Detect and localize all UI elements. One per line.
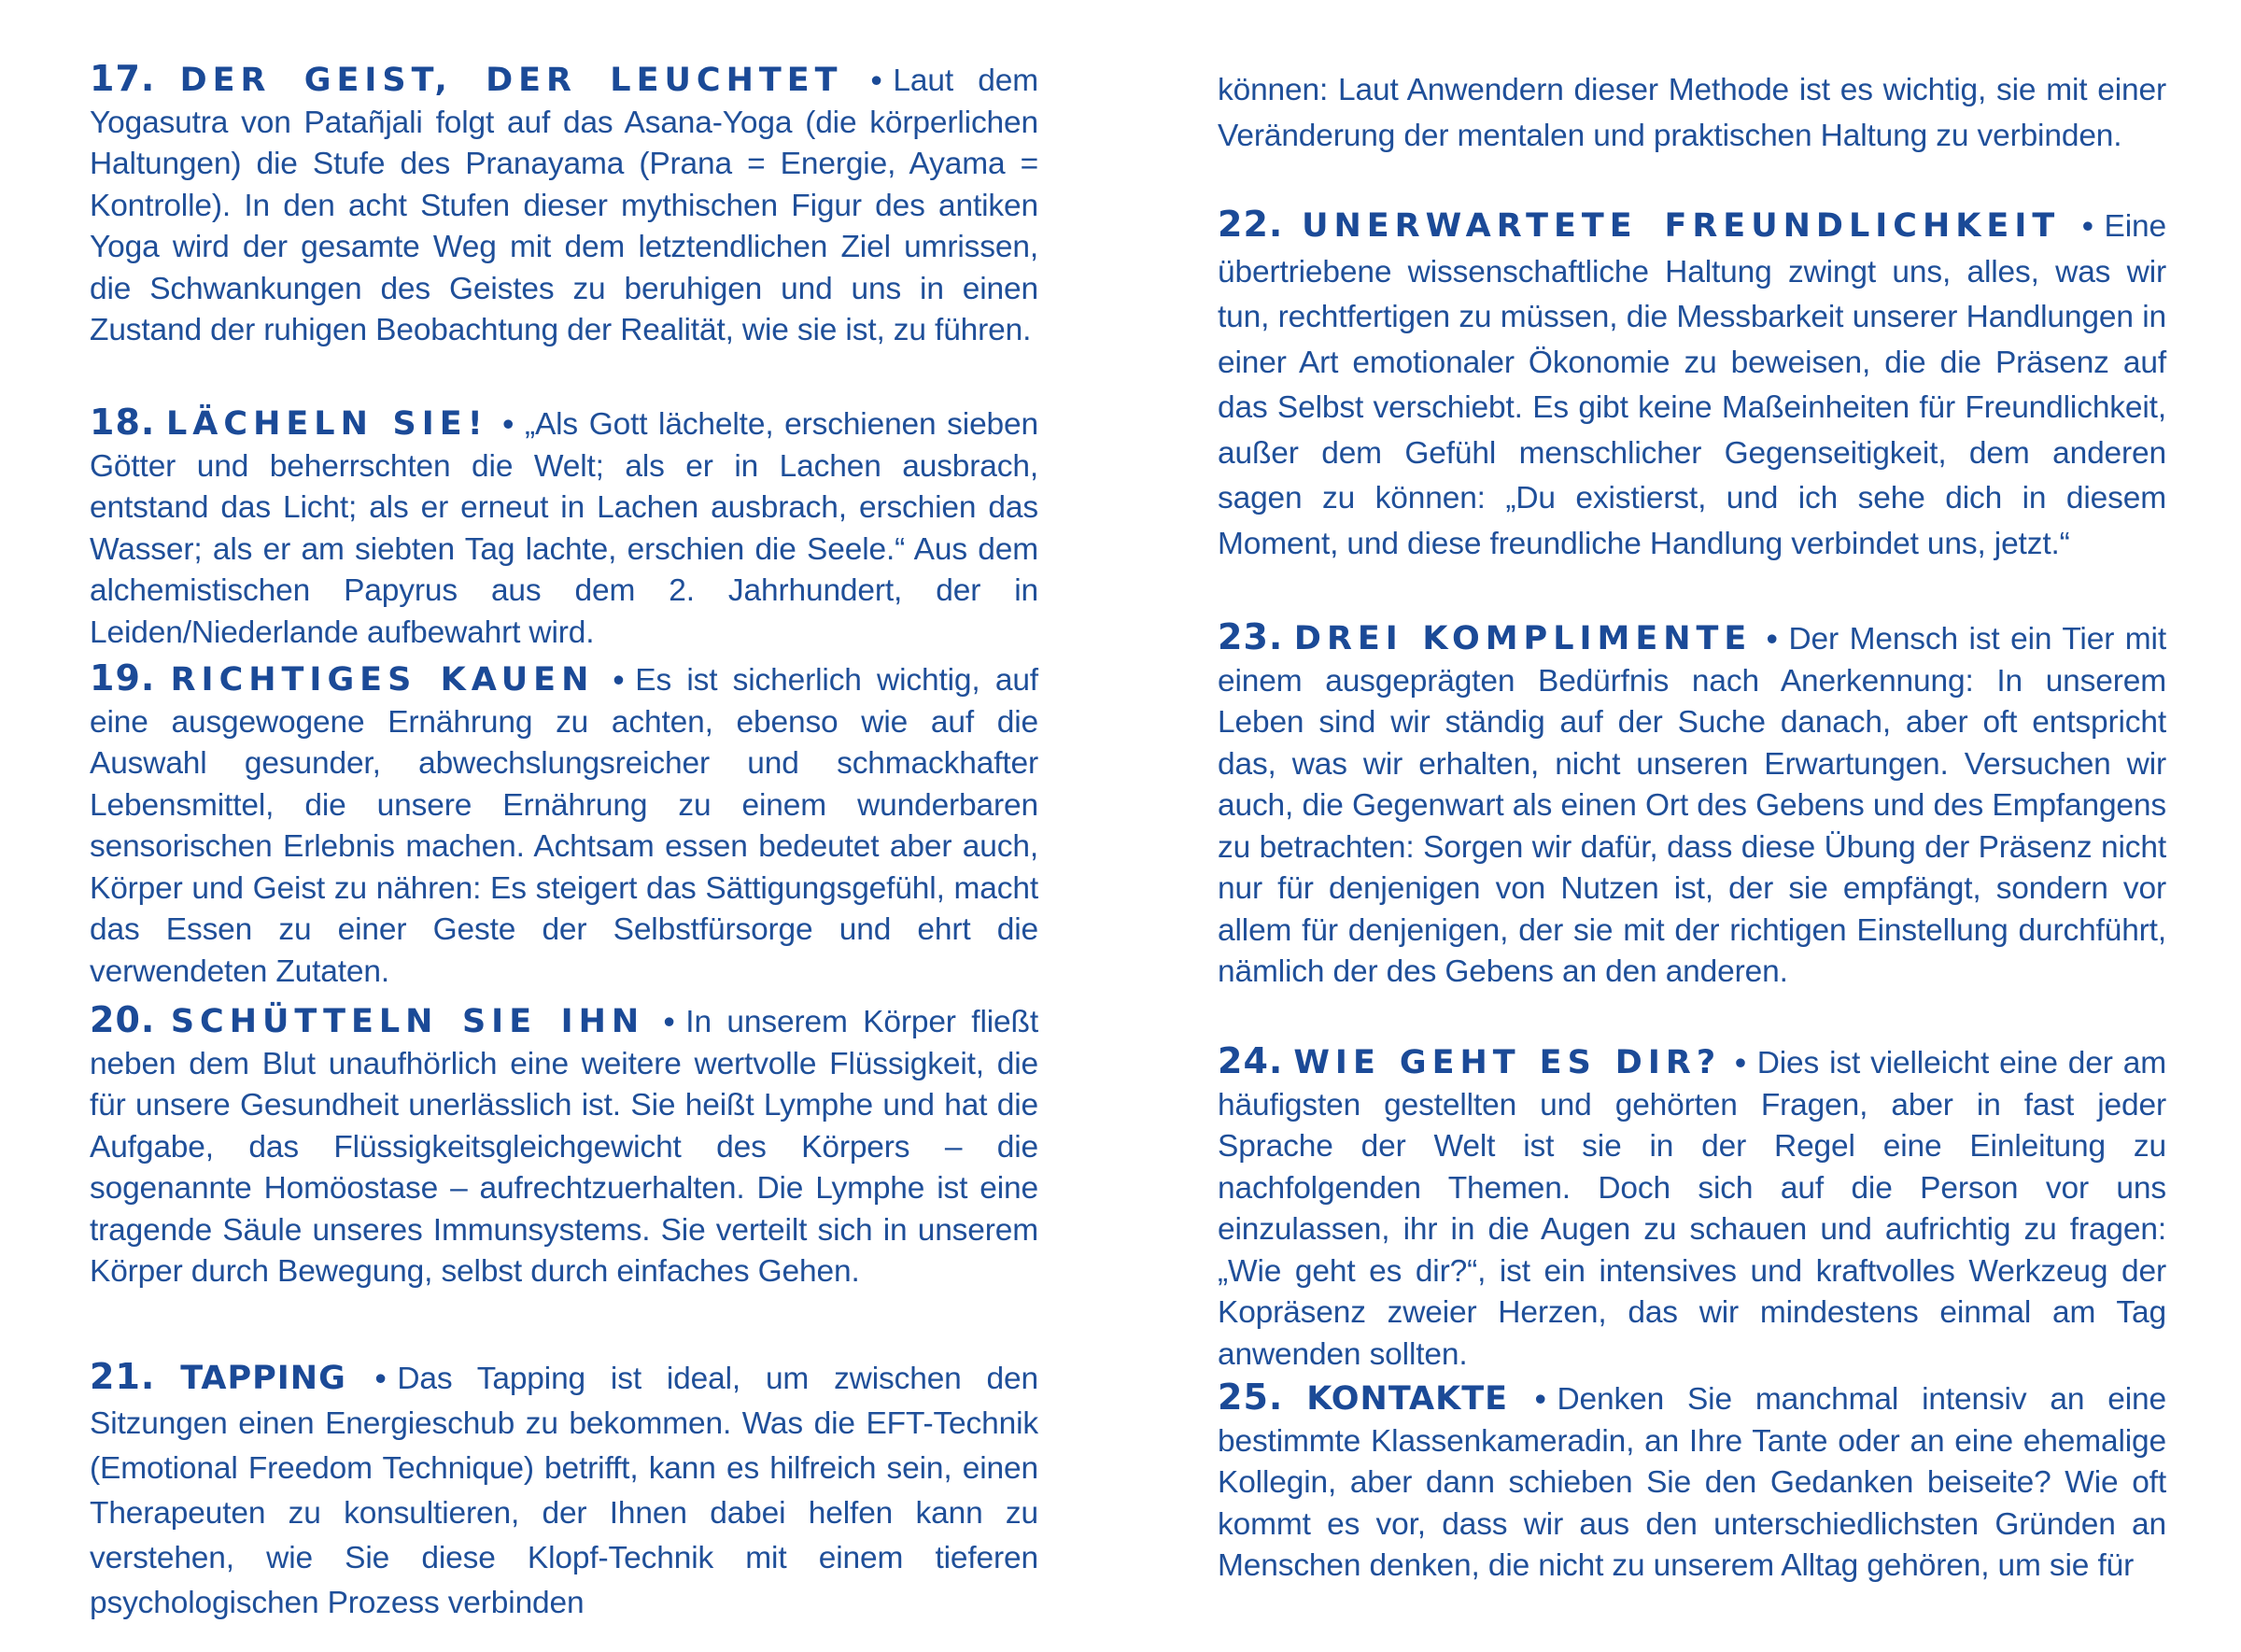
entry-body: können: Laut Anwendern dieser Methode ist es wichtig, sie mit einer Veränderung der mentalen und praktischen Haltung zu verbinden.	[1218, 73, 2166, 153]
bullet-separator: •	[1766, 622, 1778, 657]
entry-24	[1218, 1040, 2166, 1376]
bullet-separator: •	[1534, 1382, 1546, 1417]
bullet-separator: •	[663, 1005, 675, 1039]
entry-body: Es ist sicherlich wichtig, auf eine ausgewogene Ernährung zu achten, ebenso wie auf die Auswahl gesunder, abwechslungsreicher und schmackhafter Lebensmittel, die unsere Ernährung zu einem wunderbaren sensorischen Erlebnis machen. Achtsam essen bedeutet aber auch, Körper und Geist zu nähren: Es steigert das Sättigungsgefühl, macht das Essen zu einer Geste der Selbstfürsorge und ehrt die verwendeten Zutaten.	[90, 663, 1038, 989]
entry-number: 22.	[1218, 204, 1284, 245]
entry-21-continued	[1218, 67, 2166, 159]
entry-body: Der Mensch ist ein Tier mit einem ausgeprägten Bedürfnis nach Anerkennung: In unserem Leben sind wir ständig auf der Suche danach, aber oft entspricht das, was wir erhalten, nicht unseren Erwartungen. Versuchen wir auch, die Gegenwart als einen Ort des Gebens und des Empfangens zu betrachten: Sorgen wir dafür, dass diese Übung der Präsenz nicht nur für denjenigen von Nutzen ist, der sie empfängt, sondern vor allem für denjenigen, der sie mit der richtigen Einstellung durchführt, nämlich der des Gebens an den anderen.	[1218, 622, 2166, 989]
bullet-separator: •	[2081, 209, 2093, 244]
bullet-separator: •	[870, 64, 882, 98]
entry-body: Eine übertriebene wissenschaftliche Haltung zwingt uns, alles, was wir tun, rechtfertigen zu müssen, die Messbarkeit unserer Handlungen in einer Art emotionaler Ökonomie zu beweisen, die die Präsenz auf das Selbst verschiebt. Es gibt keine Maßeinheiten für Freundlichkeit, außer dem Gefühl menschlicher Gegenseitigkeit, dem anderen sagen zu können: „Du existierst, und ich sehe dich in diesem Moment, und diese freundliche Handlung verbindet uns, jetzt.“	[1218, 209, 2166, 561]
entry-body: Dies ist vielleicht eine der am häufigsten gestellten und gehörten Fragen, aber in fast jeder Sprache der Welt ist sie in der Regel eine Einleitung zu nachfolgenden Themen. Doch sich auf die Person vor uns einzulassen, ihr in die Augen zu schauen und aufrichtig zu fragen: „Wie geht es dir?“, ist ein intensives und kraftvolles Werkzeug der Kopräsenz zweier Herzen, das wir mindestens einmal am Tag anwenden sollten.	[1218, 1046, 2166, 1372]
entry-body: Das Tapping ist ideal, um zwischen den Sitzungen einen Energieschub zu bekommen. Was die EFT-Technik (Emotional Freedom Technique) betrifft, kann es hilfreich sein, einen Therapeuten zu konsultieren, der Ihnen dabei helfen kann zu verstehen, wie Sie diese Klopf-Technik mit einem tieferen psychologischen Prozess verbinden	[90, 1362, 1038, 1620]
entry-number: 20.	[90, 999, 156, 1040]
entry-title: SCHÜTTELN SIE IHN	[170, 1003, 645, 1040]
entry-number: 21.	[90, 1356, 156, 1397]
entry-title: UNERWARTETE FREUNDLICHKEIT	[1302, 207, 2061, 245]
bullet-separator: •	[1735, 1046, 1746, 1080]
entry-title: TAPPING	[180, 1360, 346, 1397]
entry-22	[1218, 202, 2166, 567]
entry-number: 24.	[1218, 1040, 1284, 1081]
entry-title: DER GEIST, DER LEUCHTET	[179, 62, 843, 99]
entry-21	[90, 1354, 1038, 1626]
entry-23	[1218, 616, 2166, 994]
entry-title: WIE GEHT ES DIR?	[1293, 1044, 1722, 1081]
entry-title: DREI KOMPLIMENTE	[1293, 620, 1753, 657]
entry-body: „Als Gott lächelte, erschienen sieben Götter und beherrschten die Welt; als er in Lachen ausbrach, entstand das Licht; als er erneut in Lachen ausbrach, erschien das Wasser; als er am siebten Tag lachte, erschien die Seele.“ Aus dem alchemistischen Papyrus aus dem 2. Jahrhundert, der in Leiden/Niederlande aufbewahrt wird.	[90, 407, 1038, 650]
entry-number: 23.	[1218, 616, 1284, 657]
entry-20	[90, 999, 1038, 1293]
entry-18	[90, 402, 1038, 654]
entry-number: 25.	[1218, 1377, 1284, 1418]
entry-19	[90, 657, 1038, 993]
entry-number: 19.	[90, 657, 156, 699]
entry-number: 18.	[90, 402, 156, 443]
entry-title: KONTAKTE	[1306, 1380, 1508, 1418]
entry-body: Denken Sie manchmal intensiv an eine bestimmte Klassenkameradin, an Ihre Tante oder an eine ehemalige Kollegin, aber dann schieben Sie den Gedanken beiseite? Wie oft kommt es vor, dass wir aus den unterschiedlichsten Gründen an Menschen denken, die nicht zu unserem Alltag gehören, um sie für	[1218, 1382, 2166, 1583]
bullet-separator: •	[502, 407, 514, 442]
bullet-separator: •	[613, 663, 625, 698]
bullet-separator: •	[374, 1362, 387, 1396]
entry-17	[90, 58, 1038, 352]
entry-title: LÄCHELN SIE!	[166, 405, 488, 443]
entry-body: In unserem Körper fließt neben dem Blut unaufhörlich eine weitere wertvolle Flüssigkeit, die für unsere Gesundheit unerlässlich ist. Sie heißt Lymphe und hat die Aufgabe, das Flüssigkeitsgleichgewicht des Körpers – die sogenannte Homöostase – aufrechtzuerhalten. Die Lymphe ist eine tragende Säule unseres Immunsystems. Sie verteilt sich in unserem Körper durch Bewegung, selbst durch einfaches Gehen.	[90, 1005, 1038, 1289]
entry-title: RICHTIGES KAUEN	[170, 661, 595, 699]
entry-body: Laut dem Yogasutra von Patañjali folgt auf das Asana-Yoga (die körperlichen Haltungen) die Stufe des Pranayama (Prana = Energie, Ayama = Kontrolle). In den acht Stufen dieser mythischen Figur des antiken Yoga wird der gesamte Weg mit dem letztendlichen Ziel umrissen, die Schwankungen des Geistes zu beruhigen und uns in einen Zustand der ruhigen Beobachtung der Realität, wie sie ist, zu führen.	[90, 64, 1038, 347]
entry-25	[1218, 1377, 2166, 1588]
entry-number: 17.	[90, 58, 156, 99]
